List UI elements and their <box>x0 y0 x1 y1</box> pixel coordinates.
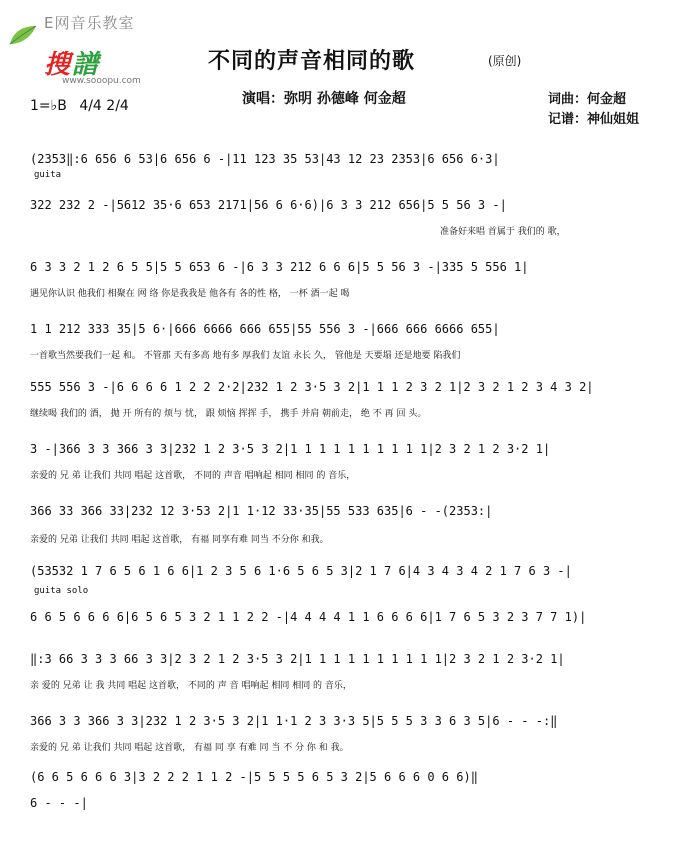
key-label: 1=♭B <box>30 98 67 114</box>
time-signature: 4/4 2/4 <box>79 98 129 114</box>
lyric-line: 遇见你认识 他我们 相聚在 网 络 你是我我是 他各有 各的性 格， 一杯 酒一起 喝 <box>30 289 350 299</box>
lyric-line: 亲爱的 兄 弟 让我们 共同 唱起 这首歌， 不同的 声音 唱响起 相同 相同 的 音乐， <box>30 471 356 481</box>
section-tag: guita <box>34 170 62 180</box>
logo-url: www.sooopu.com <box>62 76 141 86</box>
score-line: (6 6 5 6 6 6 3|3 2 2 2 1 1 2 -|5 5 5 5 6 5 3 2|5 6 6 6 0 6 6)‖ <box>30 770 478 784</box>
score-line: 6 3 3 2 1 2 6 5 5|5 5 653 6 -|6 3 3 212 6 6 6|5 5 56 3 -|335 5 556 1| <box>30 260 529 274</box>
lyric-line: 继续喝 我们的 酒， 抛 开 所有的 烦与 忧， 跟 烦恼 挥挥 手， 携手 并肩 朝前走， 绝 不 再 回 头。 <box>30 409 427 419</box>
leaf-icon <box>8 24 38 46</box>
score <box>0 140 695 840</box>
score-line: ‖:3 66 3 3 3 66 3 3|2 3 2 1 2 3·5 3 2|1 1 1 1 1 1 1 1 1 1|2 3 2 1 2 3·2 1| <box>30 652 565 666</box>
lyric-line: 一首歌当然要我们一起 和。 不管那 天有多高 地有多 厚我们 友谊 永长 久， 管他是 天要塌 还是地要 陷我们 <box>30 351 461 361</box>
score-line: 555 556 3 -|6 6 6 6 1 2 2 2·2|232 1 2 3·5 3 2|1 1 1 2 3 2 1|2 3 2 1 2 3 4 3 2| <box>30 380 594 394</box>
composer: 词曲：何金超 <box>548 92 627 107</box>
lyric-line: 亲爱的 兄弟 让我们 共同 唱起 这首歌， 有福 同享有难 同当 不分你 和我。 <box>30 535 329 545</box>
lyric-line: 亲爱的 兄 弟 让我们 共同 唱起 这首歌， 有福 同 享 有难 同 当 不 分 你 和 我。 <box>30 743 349 753</box>
score-line: 322 232 2 -|5612 35·6 653 2171|56 6 6·6)|6 3 3 212 656|5 5 56 3 -| <box>30 198 507 212</box>
page-title: 不同的声音相同的歌 <box>208 49 416 74</box>
original-tag: (原创) <box>488 54 522 68</box>
logo-text-b: 譜 <box>72 50 101 80</box>
logo-text-a: 搜 <box>44 50 73 80</box>
transcriber: 记谱：神仙姐姐 <box>548 112 640 127</box>
score-line: 366 3 3 366 3 3|232 1 2 3·5 3 2|1 1·1 2 3 3·3 5|5 5 5 3 3 6 3 5|6 - - -:‖ <box>30 714 558 728</box>
site-name: E网音乐教室 <box>44 14 135 32</box>
score-line: 1 1 212 333 35|5 6·|666 6666 666 655|55 556 3 -|666 666 6666 655| <box>30 322 500 336</box>
site-logo[interactable] <box>4 6 204 86</box>
section-tag: guita solo <box>34 586 89 596</box>
score-line: 366 33 366 33|232 12 3·53 2|1 1·12 33·35|55 533 635|6 - -(2353:| <box>30 504 493 518</box>
lyric-line: 亲 爱的 兄弟 让 我 共同 唱起 这首歌， 不同的 声 音 唱响起 相同 相同 的 音乐， <box>30 681 352 691</box>
score-line: 3 -|366 3 3 366 3 3|232 1 2 3·5 3 2|1 1 1 1 1 1 1 1 1 1|2 3 2 1 2 3·2 1| <box>30 442 551 456</box>
lyric-line: 准备好来唱 首属于 我们的 歌， <box>440 227 566 237</box>
key-signature <box>30 98 129 114</box>
score-line: 6 6 5 6 6 6 6|6 5 6 5 3 2 1 1 2 2 -|4 4 4 4 1 1 6 6 6 6|1 7 6 5 3 2 3 7 7 1)| <box>30 610 587 624</box>
score-line: (53532 1 7 6 5 6 1 6 6|1 2 3 5 6 1·6 5 6 5 3|2 1 7 6|4 3 4 3 4 2 1 7 6 3 -| <box>30 564 572 578</box>
singers: 演唱：弥明 孙德峰 何金超 <box>242 91 406 107</box>
score-line: 6 - - -| <box>30 796 88 810</box>
score-line: (2353‖:6 656 6 53|6 656 6 -|11 123 35 53|43 12 23 2353|6 656 6·3| <box>30 152 500 166</box>
